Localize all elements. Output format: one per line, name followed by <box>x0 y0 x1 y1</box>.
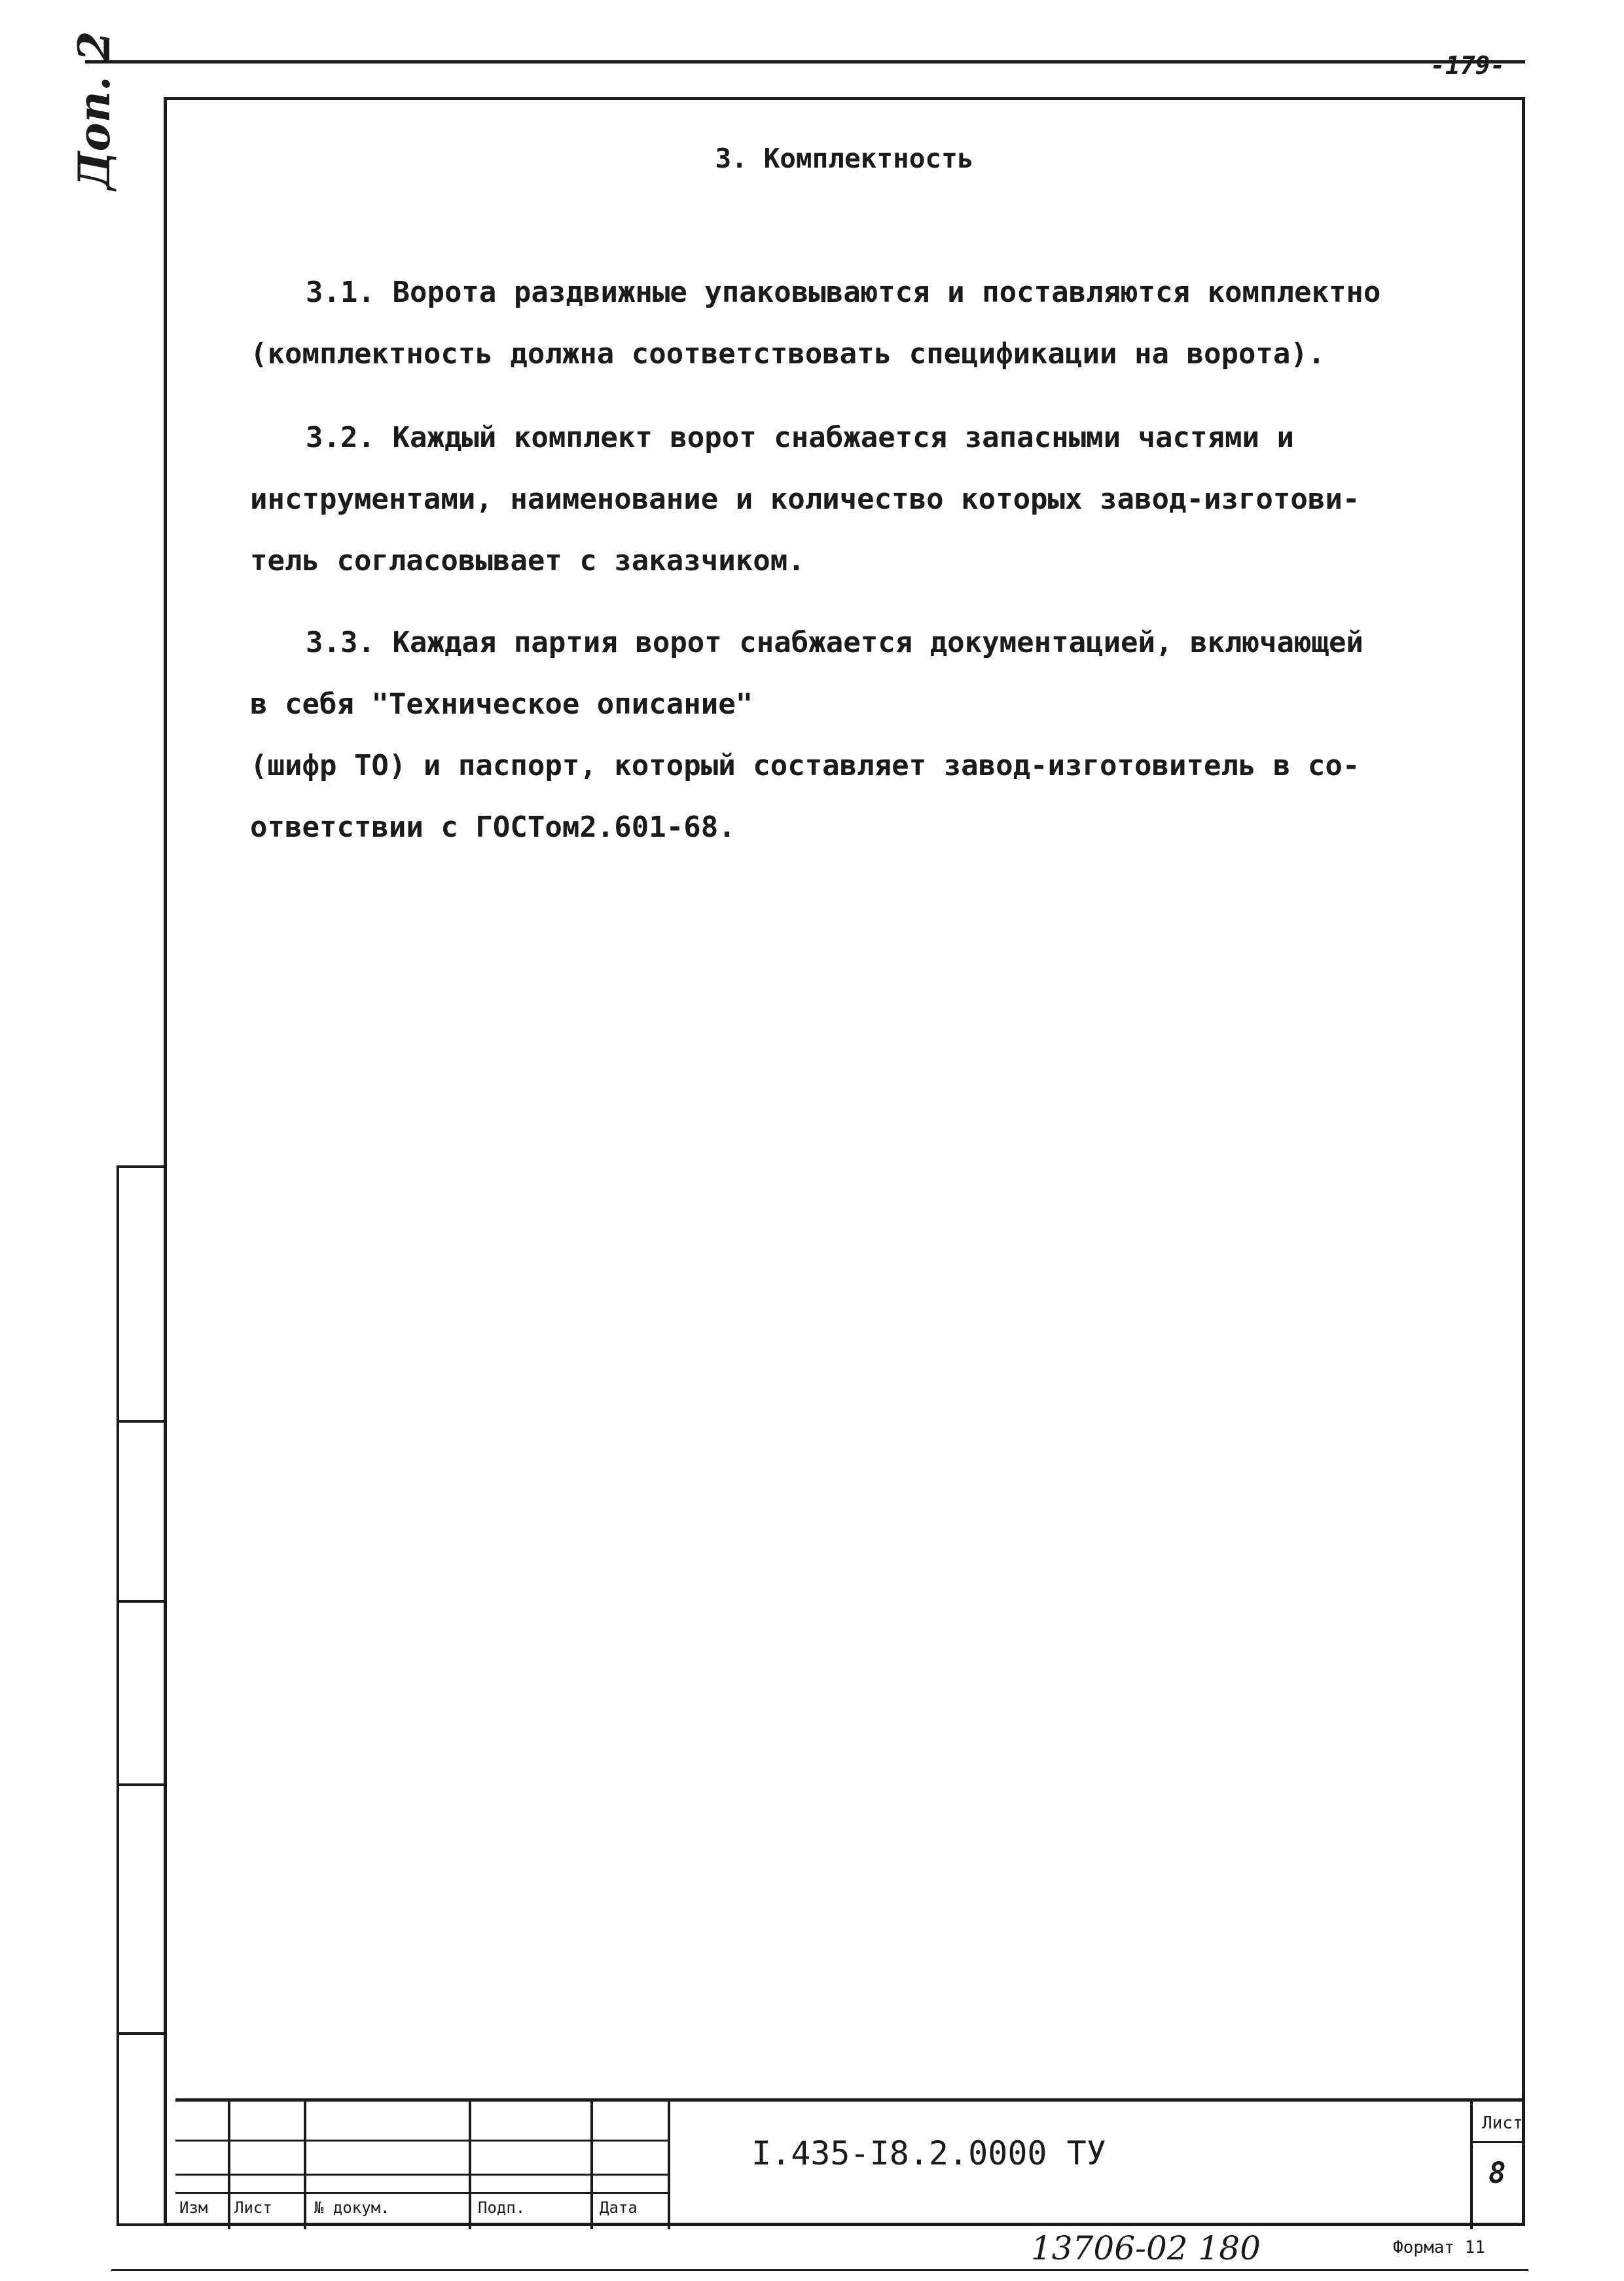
left-binding-strip <box>117 1165 164 2226</box>
title-block-hline <box>175 2192 668 2194</box>
paragraph-text: Каждый комплект ворот снабжается запасными частями и <box>392 421 1294 454</box>
sheet-number: 8 <box>1489 2157 1506 2190</box>
document-code: I.435-I8.2.0000 ТУ <box>751 2134 1106 2172</box>
title-block-vline <box>590 2102 593 2229</box>
format-label: Формат 11 <box>1393 2238 1485 2257</box>
handwritten-number: 13706-02 180 <box>1031 2229 1261 2267</box>
paragraph-line: инструментами, наименование и количество которых завод-изготови- <box>250 483 1360 516</box>
paragraph-line: в себя "Техническое описание" <box>250 687 753 721</box>
column-label-date: Дата <box>600 2199 638 2217</box>
paragraph-line <box>250 612 1507 674</box>
section-title: 3. Комплектность <box>715 143 974 174</box>
top-rule <box>85 60 1525 64</box>
paragraph-number: 3.2. <box>306 421 375 454</box>
title-block-hline <box>175 2140 668 2142</box>
title-block-hline <box>175 2174 668 2176</box>
paragraph-line: (комплектность должна соответствовать спецификации на ворота). <box>250 337 1326 371</box>
bottom-rule <box>111 2269 1528 2271</box>
paragraph-number: 3.3. <box>306 626 375 659</box>
title-block-vline <box>1470 2102 1473 2229</box>
paragraph-line <box>250 407 1507 469</box>
paragraph-3-3 <box>250 612 1507 858</box>
strip-separator <box>119 2032 166 2035</box>
title-block-vline <box>228 2102 230 2229</box>
paragraph-line <box>250 262 1507 323</box>
column-label-document-no: № докум. <box>314 2199 390 2217</box>
strip-separator <box>119 1420 166 1423</box>
paragraph-line: ответствии с ГОСТом2.601-68. <box>250 811 736 844</box>
column-label-signature: Подп. <box>478 2199 526 2217</box>
strip-separator <box>119 1783 166 1786</box>
title-block-vline <box>668 2102 670 2229</box>
title-block-hline <box>1470 2141 1525 2143</box>
paragraph-3-1 <box>250 262 1507 385</box>
column-label-sheet: Лист <box>234 2199 272 2217</box>
page-number: -179- <box>1430 51 1506 80</box>
column-label-change: Изм <box>179 2199 208 2217</box>
sheet-label: Лист <box>1482 2113 1523 2133</box>
title-block-vline <box>304 2102 306 2229</box>
paragraph-text: Ворота раздвижные упаковываются и поставляются комплектно <box>392 276 1381 309</box>
paragraph-3-2 <box>250 407 1507 592</box>
paragraph-line: тель согласовывает с заказчиком. <box>250 544 805 577</box>
paragraph-number: 3.1. <box>306 276 375 309</box>
side-annotation: Доп. 2 <box>69 31 120 190</box>
paragraph-line: (шифр ТО) и паспорт, который составляет завод-изготовитель в со- <box>250 749 1360 782</box>
title-block <box>175 2098 1525 2226</box>
strip-separator <box>119 1600 166 1603</box>
title-block-vline <box>469 2102 471 2229</box>
paragraph-text: Каждая партия ворот снабжается документацией, включающей <box>392 626 1363 659</box>
